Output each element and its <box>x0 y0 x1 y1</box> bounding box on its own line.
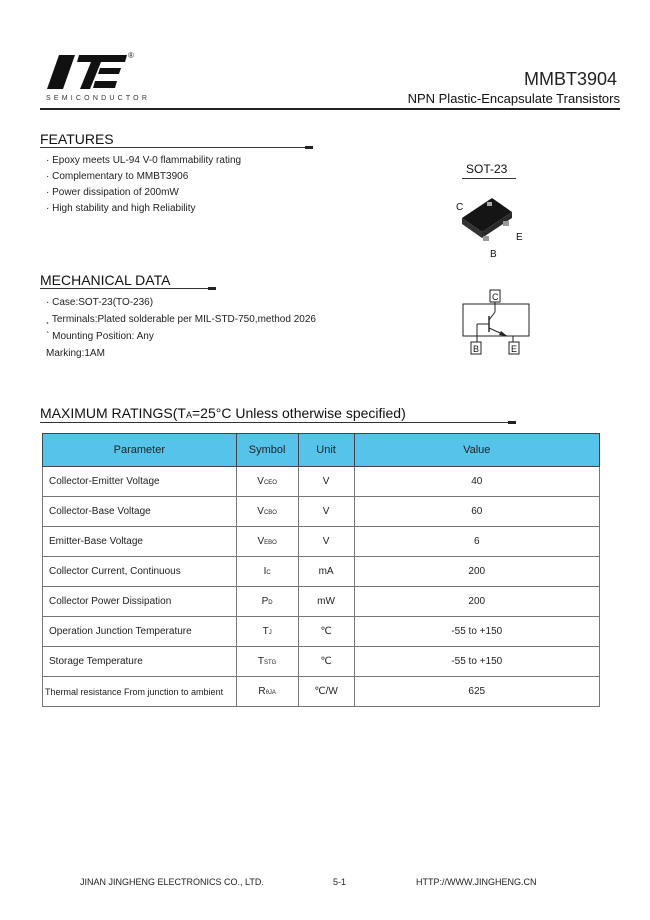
list-item: · Power dissipation of 200mW <box>46 187 179 198</box>
cell-value: 625 <box>354 677 599 707</box>
pin-label-e: E <box>516 232 523 243</box>
cell-unit: V <box>298 527 354 557</box>
cell-unit: V <box>298 467 354 497</box>
part-number: MMBT3904 <box>523 69 617 89</box>
list-item: Marking:1AM <box>46 348 105 359</box>
footer-company: JINAN JINGHENG ELECTRONICS CO., LTD. <box>80 877 264 887</box>
list-item: · Case:SOT-23(TO-236) <box>46 297 154 308</box>
cell-parameter: Collector Current, Continuous <box>43 557 237 587</box>
cell-unit: ℃ <box>298 647 354 677</box>
mechanical-list <box>46 294 316 362</box>
cell-parameter: Collector-Base Voltage <box>43 497 237 527</box>
cell-unit: ℃ <box>298 617 354 647</box>
cell-value: 200 <box>354 557 599 587</box>
col-header-unit: Unit <box>298 434 354 467</box>
cell-symbol: TSTG <box>236 647 298 677</box>
table-header-row <box>43 434 600 467</box>
table-row <box>43 587 600 617</box>
ratings-heading-main: MAXIMUM RATINGS(T <box>40 405 186 421</box>
header-rule <box>40 108 620 110</box>
cell-value: -55 to +150 <box>354 617 599 647</box>
table-row <box>43 557 600 587</box>
cell-symbol: IC <box>236 557 298 587</box>
cell-symbol: VCBO <box>236 497 298 527</box>
col-header-symbol: Symbol <box>236 434 298 467</box>
pin-label-c: C <box>456 202 464 213</box>
cell-value: 6 <box>354 527 599 557</box>
features-heading-tick <box>305 146 313 149</box>
schematic-pin-c: C <box>492 292 499 302</box>
cell-parameter: Collector-Emitter Voltage <box>43 467 237 497</box>
schematic-pin-b: B <box>473 344 480 354</box>
ratings-heading-tick <box>508 421 516 424</box>
features-list <box>46 153 241 217</box>
footer-url[interactable]: HTTP://WWW.JINGHENG.CN <box>416 877 537 887</box>
pin-label-b: B <box>490 249 497 260</box>
sot23-package-image <box>450 192 540 262</box>
cell-parameter: Collector Power Dissipation <box>43 587 237 617</box>
features-heading-rule <box>40 147 310 148</box>
ratings-table <box>42 433 600 707</box>
cell-symbol: PD <box>236 587 298 617</box>
mechanical-heading-rule <box>40 288 214 289</box>
table-row <box>43 497 600 527</box>
ratings-heading <box>40 405 406 421</box>
mechanical-heading: MECHANICAL DATA <box>40 272 171 288</box>
package-label-rule <box>462 178 516 179</box>
mechanical-heading-tick <box>208 287 216 290</box>
schematic-pin-e: E <box>511 344 518 354</box>
cell-symbol: VEBO <box>236 527 298 557</box>
cell-symbol: VCEO <box>236 467 298 497</box>
cell-parameter: Operation Junction Temperature <box>43 617 237 647</box>
ratings-heading-rest: =25°C Unless otherwise specified) <box>191 405 406 421</box>
table-row <box>43 527 600 557</box>
ratings-heading-rule <box>40 422 514 423</box>
cell-unit: V <box>298 497 354 527</box>
table-row <box>43 647 600 677</box>
logo-subtitle: SEMICONDUCTOR <box>46 95 151 102</box>
cell-unit: mA <box>298 557 354 587</box>
table-row <box>43 677 600 707</box>
list-item: ¸ Terminals:Plated solderable per MIL-STD-750,method 2026 <box>46 314 316 325</box>
registered-mark: ® <box>128 51 134 60</box>
cell-value: -55 to +150 <box>354 647 599 677</box>
cell-parameter: Storage Temperature <box>43 647 237 677</box>
cell-symbol: TJ <box>236 617 298 647</box>
list-item: · Epoxy meets UL-94 V-0 flammability rating <box>46 155 242 166</box>
footer-page-number: 5-1 <box>333 877 347 887</box>
list-item: · High stability and high Reliability <box>46 203 196 214</box>
cell-parameter: Emitter-Base Voltage <box>43 527 237 557</box>
list-item: · Complementary to MMBT3906 <box>46 171 189 182</box>
part-description: NPN Plastic-Encapsulate Transistors <box>407 91 620 106</box>
ratings-heading-sub: A <box>185 410 192 420</box>
col-header-value: Value <box>354 434 599 467</box>
cell-symbol: RθJA <box>236 677 298 707</box>
table-row <box>43 467 600 497</box>
cell-unit: ℃/W <box>298 677 354 707</box>
cell-value: 60 <box>354 497 599 527</box>
cell-value: 40 <box>354 467 599 497</box>
cell-unit: mW <box>298 587 354 617</box>
table-row <box>43 617 600 647</box>
features-heading: FEATURES <box>40 131 114 147</box>
package-label: SOT-23 <box>466 162 508 176</box>
list-item: ` Mounting Position: Any <box>46 331 154 342</box>
company-logo <box>45 55 127 89</box>
col-header-parameter: Parameter <box>43 434 237 467</box>
cell-value: 200 <box>354 587 599 617</box>
pinout-schematic <box>455 288 537 358</box>
cell-parameter: Thermal resistance From junction to ambient <box>43 677 237 707</box>
